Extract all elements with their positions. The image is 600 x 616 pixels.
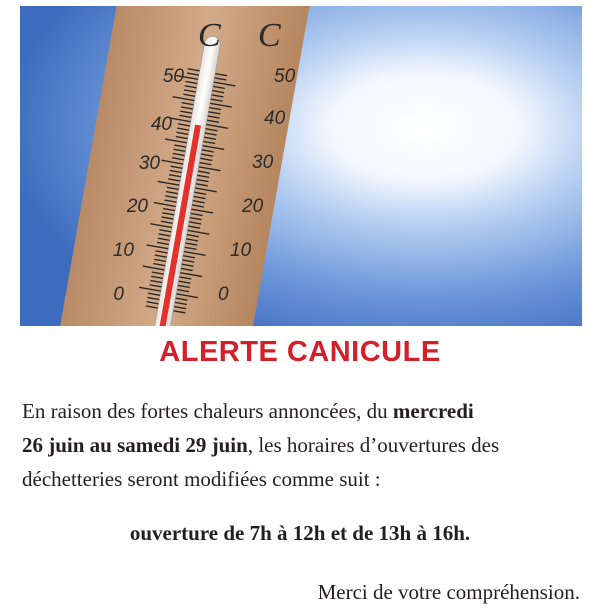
left-scale-label: 40 [150,114,172,135]
left-scale-label: 10 [112,240,134,261]
thanks-note: Merci de votre compréhension. [317,580,580,604]
left-scale-label: 0 [113,284,124,305]
left-scale-label: 30 [138,153,160,174]
left-scale-label: 20 [126,196,148,217]
right-scale-label: 30 [252,152,274,173]
unit-right-label: C [258,17,281,54]
heatwave-photo [20,6,582,326]
right-scale-label: 40 [264,108,286,129]
right-scale-label: 50 [274,66,296,87]
para-line3-text: déchetteries seront modifiées comme suit : [22,467,381,491]
left-scale-label: 50 [162,66,184,87]
thermometer-sun-illustration [20,6,582,326]
right-scale-label: 20 [242,196,264,217]
alert-title: ALERTE CANICULE [159,336,441,368]
para-line1-bold: mercredi [392,399,474,423]
right-scale-label: 10 [230,240,252,261]
para-line1-text: En raison des fortes chaleurs annoncées, du [22,399,393,423]
para-line2-text: , les horaires d’ouvertures des [247,433,500,457]
para-line2-bold: 26 juin au samedi 29 juin [22,433,248,457]
alert-paragraph [22,394,592,496]
opening-hours: ouverture de 7h à 12h et de 13h à 16h. [129,521,471,545]
unit-left-label: C [198,17,221,54]
right-scale-label: 0 [218,284,229,305]
